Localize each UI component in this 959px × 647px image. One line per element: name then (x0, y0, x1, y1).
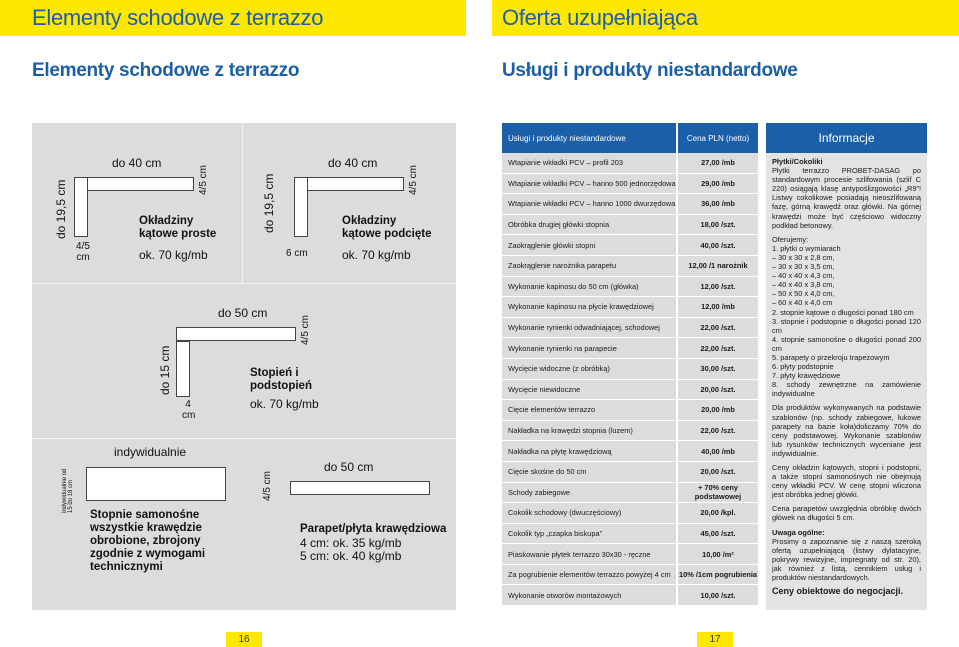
angle-undercut-dim-thick-top: 4/5 cm (408, 164, 419, 195)
table-header-service: Usługi i produkty niestandardowe (508, 133, 626, 143)
step-riser-title: Stopień i podstopień (250, 367, 312, 392)
info-offer-list (772, 244, 921, 399)
info-p4: Cena parapetów uwzględnia obróbkę dwóch główek na długości 5 cm. (772, 504, 921, 523)
table-cell-price: 40,00 /mb (676, 441, 758, 461)
table-cell-service: Wtapianie wkładki PCV – hanno 500 jednorzędowa (502, 174, 676, 194)
table-cell-price: 18,00 /szt. (676, 215, 758, 235)
table-cell-price: 30,00 /szt. (676, 359, 758, 379)
self-supporting-title: Stopnie samonośne wszystkie krawędzie obrobione, zbrojony zgodnie z wymogami technicznymi (90, 509, 206, 573)
parapet-weight-4: 4 cm: ok. 35 kg/mb (300, 536, 402, 550)
table-row (502, 256, 758, 277)
angle-straight-dim-side: do 19,5 cm (54, 179, 68, 239)
table-cell-service: Cokolik schodowy (dwuczęściowy) (502, 503, 676, 523)
table-row (502, 380, 758, 401)
info-offer-item: – 40 x 40 x 3,8 cm, (772, 280, 835, 290)
table-cell-price: 20,00 /szt. (676, 462, 758, 482)
panel-divider-h2 (32, 438, 456, 439)
parapet-weight-5: 5 cm: ok. 40 kg/mb (300, 549, 402, 563)
panel-divider-v (242, 123, 243, 283)
angle-straight-title: Okładziny kątowe proste (139, 215, 217, 240)
table-cell-service: Wycięcie widoczne (z obróbką) (502, 359, 676, 379)
parapet-dim-top: do 50 cm (324, 460, 374, 474)
parapet-slab (290, 481, 430, 495)
table-row (502, 483, 758, 504)
info-note-block (772, 528, 921, 583)
table-cell-price: 20,00 /szt. (676, 380, 758, 400)
table-cell-price: 20,00 /mb (676, 400, 758, 420)
table-cell-service: Za pogrubienie elementów terrazzo powyżej 4 cm (502, 565, 676, 585)
table-cell-service: Wykonanie otworów montażowych (502, 585, 676, 605)
self-supporting-dim-side: indywidualnie od 15 do 18 cm (62, 468, 74, 513)
angle-undercut-dim-top: do 40 cm (328, 156, 378, 170)
info-p1-block (772, 157, 921, 230)
info-p3: Ceny okładzin kątowych, stopni i podstopni, a także stopni samonośnych nie obejmują ceny wkładki PCV. W cenę stopni wliczona jest obróbka jednej główki. (772, 463, 921, 500)
angle-straight-weight: ok. 70 kg/mb (139, 248, 208, 262)
table-row (502, 421, 758, 442)
table-row (502, 462, 758, 483)
info-offer-item: 8. schody zewnętrzne na zamówienie indywidualne (772, 380, 921, 399)
table-cell-price: 20,00 /kpl. (676, 503, 758, 523)
angle-undercut-dim-side: do 19,5 cm (262, 173, 276, 233)
info-offer-item: 1. płytki o wymiarach (772, 243, 841, 253)
table-cell-price: 10,00 /szt. (676, 585, 758, 605)
table-cell-service: Wtapianie wkładki PCV – hanno 1000 dwurzędowa (502, 194, 676, 214)
table-cell-service: Schody zabiegowe (502, 483, 676, 503)
info-offer-item: – 30 x 30 x 3,5 cm, (772, 262, 835, 272)
table-cell-service: Nakładka na krawędzi stopnia (luzem) (502, 421, 676, 441)
table-row (502, 400, 758, 421)
info-note-title: Uwaga ogólne: (772, 527, 825, 537)
table-row (502, 565, 758, 586)
table-cell-service: Wykonanie rynienki odwadniającej, schodowej (502, 318, 676, 338)
left-page-title: Elementy schodowe z terrazzo (32, 5, 324, 30)
page-number-left: 16 (226, 632, 262, 647)
table-cell-service: Piaskowanie płytek terrazzo 30x30 - ręczne (502, 544, 676, 564)
table-cell-price: 10% /1cm pogrubienia (676, 565, 758, 585)
table-cell-price: 29,00 /mb (676, 174, 758, 194)
page-number-right: 17 (697, 632, 733, 647)
info-offer-item: 6. płyty podstopnie (772, 362, 834, 372)
info-body (766, 153, 927, 600)
table-cell-price: + 70% ceny podstawowej (676, 483, 758, 503)
table-cell-price: 22,00 /szt. (676, 338, 758, 358)
angle-straight-dim-thick-bottom: 4/5 cm (76, 241, 90, 263)
angle-undercut-side-slab (294, 177, 308, 237)
table-row (502, 297, 758, 318)
parapet-title: Parapet/płyta krawędziowa (300, 523, 447, 535)
table-cell-price: 22,00 /szt. (676, 318, 758, 338)
table-header-price: Cena PLN (netto) (676, 123, 758, 153)
table-cell-service: Zaokrąglenie narożnika parapetu (502, 256, 676, 276)
table-cell-price: 12,00 /1 narożnik (676, 256, 758, 276)
table-cell-service: Cięcie elementów terrazzo (502, 400, 676, 420)
table-row (502, 215, 758, 236)
info-offer-item: 5. parapety o przekroju trapezowym (772, 352, 890, 362)
table-cell-service: Wycięcie niewidoczne (502, 380, 676, 400)
info-offer-title: Oferujemy: (772, 234, 809, 244)
table-cell-service: Obróbka drugiej główki stopnia (502, 215, 676, 235)
angle-straight-side-slab (74, 177, 88, 237)
left-subtitle: Elementy schodowe z terrazzo (32, 60, 300, 81)
table-cell-price: 27,00 /mb (676, 153, 758, 173)
step-riser-riser (176, 341, 190, 397)
info-note-text: Prosimy o zapoznanie się z naszą szeroką ofertą uzupełniającą (listwy dylatacyjne, pokrywy rewizyjne, impregnaty od str. 20), jak również z listą, cennikiem usług i produktów niestandardowych. (772, 536, 921, 583)
table-row (502, 359, 758, 380)
table-row (502, 194, 758, 215)
info-offer-item: – 60 x 40 x 4,0 cm (772, 298, 833, 308)
angle-straight-top-slab (74, 177, 194, 191)
angle-undercut-title: Okładziny kątowe podcięte (342, 215, 432, 240)
info-final: Ceny obiektowe do negocjacji. (772, 586, 904, 597)
services-price-table (502, 123, 758, 606)
table-row (502, 544, 758, 565)
info-offer-item: 2. stopnie kątowe o długości ponad 180 cm (772, 307, 914, 317)
info-offer-item: – 40 x 40 x 4,3 cm, (772, 271, 835, 281)
right-page-title: Oferta uzupełniająca (502, 5, 698, 30)
self-supporting-dim-top: indywidualnie (114, 445, 187, 459)
table-cell-price: 22,00 /szt. (676, 421, 758, 441)
angle-undercut-weight: ok. 70 kg/mb (342, 248, 411, 262)
table-row (502, 585, 758, 606)
left-banner (0, 0, 466, 36)
table-cell-price: 10,00 /m² (676, 544, 758, 564)
angle-straight-dim-thick-top: 4/5 cm (198, 164, 209, 195)
info-p1-title: Płytki/Cokoliki (772, 157, 823, 166)
table-cell-service: Wtapianie wkładki PCV – profil 203 (502, 153, 676, 173)
step-riser-dim-thick-top: 4/5 cm (300, 314, 311, 345)
table-cell-service: Wykonanie rynienki na parapecie (502, 338, 676, 358)
table-row (502, 153, 758, 174)
right-banner (492, 0, 959, 36)
right-subtitle: Usługi i produkty niestandardowe (502, 60, 798, 81)
info-header: Informacje (766, 123, 927, 153)
step-riser-dim-side: do 15 cm (158, 345, 172, 395)
panel-divider-h1 (32, 283, 456, 284)
info-p2: Dla produktów wykonywanych na podstawie szablonów (np. schody zabiegowe, łukowe parapety na bazie koła)doliczamy 70% do ceny podstawowej. Wykonanie szablonów lub rysunków technicznych wyceniane jest indywidualnie. (772, 403, 921, 458)
table-cell-price: 12,00 /szt. (676, 277, 758, 297)
table-row (502, 174, 758, 195)
angle-undercut-top-slab (294, 177, 404, 191)
info-offer-item: – 30 x 30 x 2,8 cm, (772, 252, 835, 262)
angle-straight-dim-top: do 40 cm (112, 156, 162, 170)
step-riser-dim-top: do 50 cm (218, 306, 268, 320)
info-panel (766, 123, 927, 610)
table-cell-service: Cięcie skośne do 50 cm (502, 462, 676, 482)
info-offer-item: 4. stopnie samonośne o długości ponad 200 cm (772, 334, 921, 353)
table-row (502, 524, 758, 545)
info-offer-item: 7. płyty krawędziowe (772, 371, 841, 381)
elements-diagram-panel (32, 123, 456, 610)
table-header (502, 123, 758, 153)
table-cell-price: 12,00 /mb (676, 297, 758, 317)
info-offer-item: – 50 x 50 x 4,0 cm, (772, 289, 835, 299)
table-cell-service: Zaokrąglenie główki stopni (502, 235, 676, 255)
table-row (502, 235, 758, 256)
info-p1-text: Płytki terrazzo PROBET-DASAG po standardowym procesie szlifowania (szlif C 220) osiągają klasę antypoślizgowości „R9”! Listwy cokolikowe posiadają nieoszlifowaną fazę, górną krawędź oraz główki. Na górnej krawędzi może być częściowo widoczny podkład betonowy. (772, 166, 921, 230)
step-riser-tread (176, 327, 296, 341)
self-supporting-slab (86, 467, 226, 501)
table-row (502, 441, 758, 462)
table-row (502, 338, 758, 359)
table-cell-price: 36,00 /mb (676, 194, 758, 214)
table-row (502, 318, 758, 339)
table-cell-service: Nakładka na płytę krawędziową (502, 441, 676, 461)
table-cell-service: Cokolik typ „czapka biskupa” (502, 524, 676, 544)
table-cell-price: 40,00 /szt. (676, 235, 758, 255)
parapet-dim-side: 4/5 cm (262, 470, 273, 501)
step-riser-dim-bottom: 4 cm (182, 399, 196, 421)
table-row (502, 503, 758, 524)
info-offer-item: 3. stopnie i podstopnie o długości ponad 120 cm (772, 316, 921, 335)
table-body (502, 153, 758, 606)
angle-undercut-dim-bottom: 6 cm (286, 248, 308, 259)
table-cell-service: Wykonanie kapinosu na płycie krawędziowej (502, 297, 676, 317)
table-cell-service: Wykonanie kapinosu do 50 cm (główka) (502, 277, 676, 297)
table-row (502, 277, 758, 298)
step-riser-weight: ok. 70 kg/mb (250, 397, 319, 411)
table-cell-price: 45,00 /szt. (676, 524, 758, 544)
